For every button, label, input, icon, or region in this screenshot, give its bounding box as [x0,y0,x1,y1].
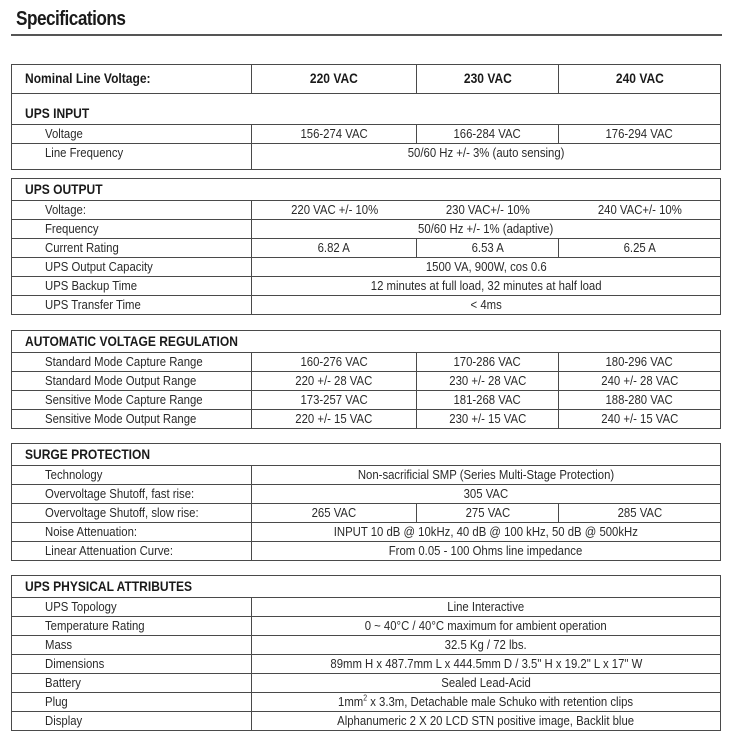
row-label: Overvoltage Shutoff, slow rise: [45,505,199,520]
cell-value: Non-sacrificial SMP (Series Multi-Stage Protection) [357,467,615,482]
cell-value: 170-286 VAC [453,354,522,369]
table-row [12,673,720,692]
cell-value: 0 ~ 40°C / 40°C maximum for ambient operation [364,618,607,633]
table-row [12,371,720,390]
table-row [12,522,720,541]
table-row [12,352,720,371]
row-label: Mass [45,637,73,652]
table-row [12,390,720,409]
table-row [12,541,720,560]
section-heading-row [12,103,720,124]
section-surge-protection [11,443,721,561]
cell-value: 240 +/- 28 VAC [600,373,679,388]
table-row [12,635,720,654]
row-label: Standard Mode Output Range [45,373,197,388]
section-heading: UPS PHYSICAL ATTRIBUTES [25,578,193,594]
nominal-voltage-row [12,65,720,93]
cell-value: 188-280 VAC [605,392,674,407]
cell-value: 1500 VA, 900W, cos 0.6 [425,259,547,274]
table-row [12,465,720,484]
nominal-voltage-label: Nominal Line Voltage: [25,70,151,86]
row-label: Sensitive Mode Output Range [45,411,197,426]
cell-value: INPUT 10 dB @ 10kHz, 40 dB @ 100 kHz, 50 dB @ 500kHz [333,524,639,539]
table-row [12,503,720,522]
cell-value: 180-296 VAC [605,354,674,369]
cell-value: 285 VAC [617,505,662,520]
cell-value: 220 VAC +/- 10% [290,202,379,217]
table-row [12,257,720,276]
cell-value: 230 +/- 15 VAC [448,411,527,426]
table-row [12,219,720,238]
column-header-220: 220 VAC [310,70,358,86]
section-heading: UPS INPUT [25,105,90,121]
table-row [12,616,720,635]
cell-value: $1mm^2$ x 3.3m, Detachable male Schuko with retention clips [338,693,634,709]
section-heading: UPS OUTPUT [25,181,103,197]
row-label: Display [45,713,83,728]
row-label: Technology [45,467,103,482]
row-label: Frequency [45,221,99,236]
row-label: Battery [45,675,81,690]
table-row [12,143,720,169]
row-label: UPS Topology [45,599,117,614]
row-label: Dimensions [45,656,105,671]
row-label: UPS Output Capacity [45,259,153,274]
table-row [12,409,720,428]
row-label: Plug [45,694,68,709]
table-row [12,597,720,616]
section-physical-attributes [11,575,721,731]
cell-value: Sealed Lead-Acid [441,675,531,690]
section-ups-input [11,64,721,170]
cell-value: 181-268 VAC [453,392,522,407]
cell-value: 176-294 VAC [605,126,674,141]
row-label: UPS Transfer Time [45,297,141,312]
table-row [12,276,720,295]
page-title: Specifications [16,8,126,30]
table-row [12,711,720,730]
section-heading: SURGE PROTECTION [25,446,151,462]
cell-value: 50/60 Hz +/- 3% (auto sensing) [407,145,565,160]
cell-value: 265 VAC [311,505,357,520]
title-divider [11,34,722,36]
row-label: Voltage: [45,202,86,217]
table-row [12,484,720,503]
cell-value: 89mm H x 487.7mm L x 444.5mm D / 3.5" H x 19.2" L x 17" W [330,656,642,671]
column-header-230: 230 VAC [463,70,512,86]
column-header-240: 240 VAC [615,70,664,86]
cell-value: 220 +/- 15 VAC [295,411,373,426]
cell-value: 240 +/- 15 VAC [600,411,679,426]
section-heading: AUTOMATIC VOLTAGE REGULATION [25,333,238,349]
cell-value: 275 VAC [465,505,510,520]
row-label: Current Rating [45,240,119,255]
table-row [12,654,720,673]
table-row [12,238,720,257]
table-row [12,124,720,143]
row-label: Overvoltage Shutoff, fast rise: [45,486,195,501]
cell-value: 156-274 VAC [300,126,368,141]
section-ups-output [11,178,721,315]
cell-value: 6.25 A [623,240,656,255]
cell-value: Alphanumeric 2 X 20 LCD STN positive image, Backlit blue [337,713,635,728]
cell-value: 305 VAC [463,486,509,501]
row-label: Standard Mode Capture Range [45,354,203,369]
row-label: Linear Attenuation Curve: [45,543,173,558]
section-heading-row [12,576,720,597]
cell-value: 220 +/- 28 VAC [295,373,373,388]
row-label: Noise Attenuation: [45,524,138,539]
cell-value: Line Interactive [447,599,525,614]
table-row [12,200,720,219]
row-label: Line Frequency [45,145,124,160]
cell-value: 6.82 A [317,240,351,255]
cell-value: 166-284 VAC [453,126,522,141]
cell-value: 32.5 Kg / 72 lbs. [445,637,527,652]
row-label: Sensitive Mode Capture Range [45,392,203,407]
row-label: Voltage [45,126,83,141]
row-label: UPS Backup Time [45,278,138,293]
cell-value: < 4ms [470,297,502,312]
section-avr [11,330,721,429]
cell-value: 230 +/- 28 VAC [448,373,527,388]
cell-value: 160-276 VAC [300,354,368,369]
section-heading-row [12,444,720,465]
section-heading-row [12,331,720,352]
row-label: Temperature Rating [45,618,145,633]
cell-value: From 0.05 - 100 Ohms line impedance [389,543,583,558]
spacer-row [12,93,720,103]
cell-value: 240 VAC+/- 10% [597,202,682,217]
table-row [12,295,720,314]
cell-value: 230 VAC+/- 10% [446,202,530,217]
cell-value: 6.53 A [471,240,504,255]
cell-value: 173-257 VAC [300,392,368,407]
cell-value: 12 minutes at full load, 32 minutes at half load [370,278,602,293]
table-row [12,692,720,711]
cell-value: 50/60 Hz +/- 1% (adaptive) [418,221,554,236]
section-heading-row [12,179,720,200]
